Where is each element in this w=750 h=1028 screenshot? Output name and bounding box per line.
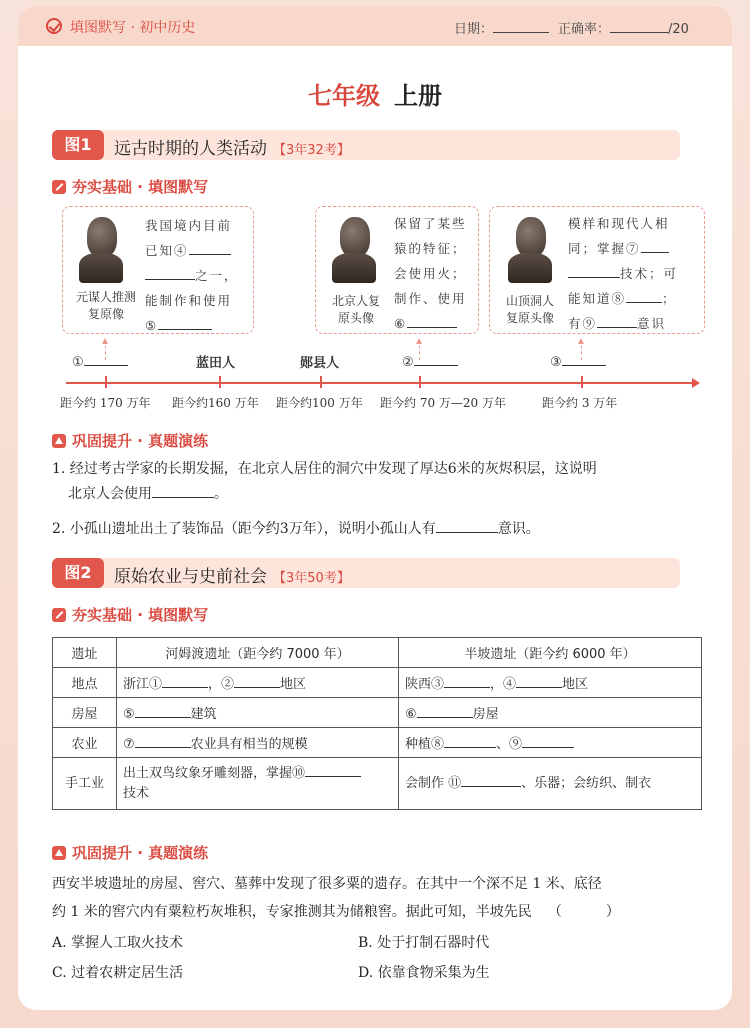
- q1-blank[interactable]: [152, 484, 214, 498]
- timeline-date-2: 距今约160 万年: [172, 396, 259, 410]
- volume-title: 上册: [394, 82, 442, 110]
- page-title: [18, 76, 732, 111]
- blank-3[interactable]: [562, 352, 606, 366]
- section1-title: 远古时期的人类活动 【3年32考】: [114, 139, 350, 159]
- table-header: 遗址: [53, 638, 117, 668]
- blank-1[interactable]: [84, 352, 128, 366]
- date-label: 日期：: [454, 22, 494, 37]
- pencil-icon: [52, 608, 66, 622]
- worksheet: [18, 6, 732, 1010]
- blank-5[interactable]: [158, 316, 212, 330]
- grade-title: 七年级: [308, 82, 380, 110]
- blank-7[interactable]: [641, 239, 669, 253]
- blank-t10[interactable]: [305, 763, 361, 777]
- peking-man-bust-image: [330, 217, 378, 283]
- accuracy-field[interactable]: [558, 18, 689, 37]
- peking-man-text: 保留了某些 猿的特征； 会使用火； 制作、使用 ⑥: [394, 216, 467, 331]
- blank-t9[interactable]: [522, 734, 574, 748]
- option-d[interactable]: D. 依靠食物采集为生: [358, 965, 490, 981]
- timeline-date-4: 距今约 70 万—20 万年: [380, 396, 506, 410]
- upper-cave-bust-image: [506, 217, 554, 283]
- section2-title: 原始农业与史前社会 【3年50考】: [114, 567, 350, 587]
- question-2: 2. 小孤山遗址出土了装饰品（距今约3万年），说明小孤山人有 意识。: [52, 521, 540, 537]
- section2-tag: 图2: [52, 558, 104, 588]
- answer-paren-open: （: [547, 904, 562, 920]
- section2-sub1: 夯实基础 · 填图默写: [52, 604, 208, 625]
- timeline-label-1: ①: [72, 352, 128, 370]
- section2-header: [52, 558, 680, 588]
- row-label: 地点: [53, 668, 117, 698]
- blank-t5[interactable]: [135, 704, 191, 718]
- section1-header: [52, 130, 680, 160]
- timeline-tick: [581, 376, 583, 388]
- upper-cave-caption: 山顶洞人 复原头像: [505, 294, 554, 325]
- timeline-tick: [320, 376, 322, 388]
- timeline-tick: [419, 376, 421, 388]
- blank-t1[interactable]: [162, 674, 208, 688]
- date-field[interactable]: [454, 18, 549, 37]
- upper-cave-text: 模样和现代人相 同；掌握⑦ 技术；可 能知道⑧ ； 有⑨ 意识: [568, 216, 679, 331]
- table-row: [53, 728, 702, 758]
- section2-note: 【3年50考】: [273, 571, 350, 586]
- table-header-row: [53, 638, 702, 668]
- blank-6[interactable]: [407, 314, 457, 328]
- table-row: [53, 758, 702, 810]
- blank-t6[interactable]: [417, 704, 473, 718]
- timeline-label-lantian: 蓝田人: [196, 356, 236, 371]
- accuracy-total: /20: [668, 22, 689, 37]
- question-1: 1. 经过考古学家的长期发掘，在北京人居住的洞穴中发现了厚达6米的灰烬积层，这说明 北京人会使用 。: [52, 461, 597, 502]
- timeline-label-yunxian: 郧县人: [300, 356, 340, 371]
- option-c[interactable]: C. 过着农耕定居生活: [52, 965, 184, 981]
- timeline-label-3: ③: [550, 352, 606, 370]
- row-label: 房屋: [53, 698, 117, 728]
- section1-note: 【3年32考】: [273, 143, 350, 158]
- yuanmou-bust-image: [77, 217, 125, 283]
- blank-t11[interactable]: [461, 773, 521, 787]
- brand-label: 填图默写 · 初中历史: [70, 20, 196, 36]
- table-row: [53, 698, 702, 728]
- table-cell: 出土双鸟纹象牙雕刻器，掌握⑩ 技术: [117, 758, 399, 810]
- table-cell: ⑥ 房屋: [399, 698, 702, 728]
- timeline-tick: [105, 376, 107, 388]
- q2-blank[interactable]: [436, 519, 498, 533]
- timeline-axis: [66, 382, 696, 384]
- header-bar: [18, 6, 732, 46]
- row-label: 农业: [53, 728, 117, 758]
- accuracy-label: 正确率：: [558, 22, 611, 37]
- timeline-tick: [219, 376, 221, 388]
- table-cell: 种植⑧ 、⑨: [399, 728, 702, 758]
- row-label: 手工业: [53, 758, 117, 810]
- timeline-date-5: 距今约 3 万年: [542, 396, 618, 410]
- table-cell: ⑤ 建筑: [117, 698, 399, 728]
- blank-t8[interactable]: [444, 734, 496, 748]
- blank-t7[interactable]: [135, 734, 191, 748]
- yuanmou-card: [62, 206, 254, 334]
- blank-t3[interactable]: [444, 674, 490, 688]
- check-circle-icon: [46, 18, 62, 34]
- blank-8[interactable]: [626, 289, 662, 303]
- arrow-up-icon: [52, 434, 66, 448]
- section1-sub2: 巩固提升 · 真题演练: [52, 430, 208, 451]
- section2-sub2: 巩固提升 · 真题演练: [52, 842, 208, 863]
- blank-4[interactable]: [189, 241, 231, 255]
- table-row: [53, 668, 702, 698]
- table-cell: 会制作 ⑪ 、乐器；会纺织、制衣: [399, 758, 702, 810]
- section1-tag: 图1: [52, 130, 104, 160]
- timeline-label-2: ②: [402, 352, 458, 370]
- table-cell: 浙江① ，② 地区: [117, 668, 399, 698]
- blank-4-cont[interactable]: [145, 266, 195, 280]
- section1-sub1: 夯实基础 · 填图默写: [52, 176, 208, 197]
- blank-t2[interactable]: [234, 674, 280, 688]
- peking-man-caption: 北京人复 原头像: [331, 294, 380, 325]
- blank-7-cont[interactable]: [568, 264, 620, 278]
- yuanmou-text: 我国境内目前 已知④ 之一， 能制作和使用 ⑤: [145, 218, 239, 333]
- timeline-date-3: 距今约100 万年: [276, 396, 363, 410]
- blank-2[interactable]: [414, 352, 458, 366]
- table-cell: 陕西③ ，④ 地区: [399, 668, 702, 698]
- table-header: 半坡遗址（距今约 6000 年）: [399, 638, 702, 668]
- table-header: 河姆渡遗址（距今约 7000 年）: [117, 638, 399, 668]
- blank-t4[interactable]: [516, 674, 562, 688]
- option-a[interactable]: A. 掌握人工取火技术: [52, 935, 184, 951]
- table-cell: ⑦ 农业具有相当的规模: [117, 728, 399, 758]
- arrow-up-icon: [52, 846, 66, 860]
- pencil-icon: [52, 180, 66, 194]
- timeline-date-1: 距今约 170 万年: [60, 396, 151, 410]
- mc-question-stem: 西安半坡遗址的房屋、窖穴、墓葬中发现了很多粟的遗存。在其中一个深不足 1 米、底径 约 1 米的窖穴内有粟粒朽灰堆积，专家推测其为储粮窖。据此可知，半坡先民 （ ）: [52, 876, 620, 920]
- sites-table: [52, 637, 702, 810]
- peking-man-card: [315, 206, 479, 334]
- upper-cave-card: [489, 206, 705, 334]
- blank-9[interactable]: [597, 314, 637, 328]
- answer-paren-close: ）: [605, 904, 620, 920]
- yuanmou-caption: 元谋人推测 复原像: [75, 290, 136, 321]
- option-b[interactable]: B. 处于打制石器时代: [358, 935, 490, 951]
